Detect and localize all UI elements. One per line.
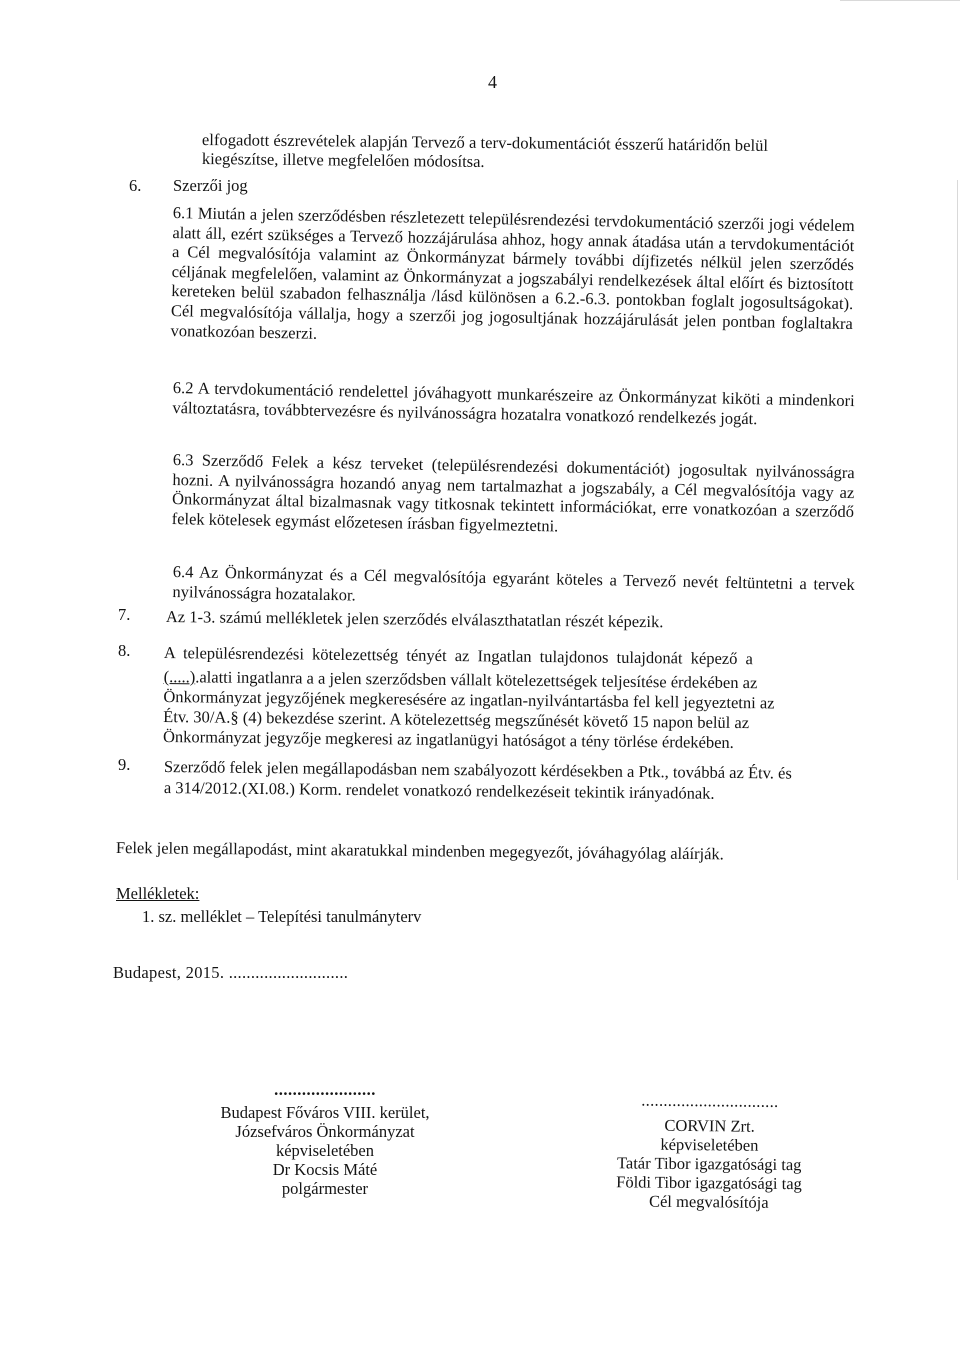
section-6-title: Szerzői jog: [173, 176, 248, 195]
section-8-line-3: Önkormányzat jegyzőjének megkeresésére az ingatlan-nyilvántartásba fel kell jegyeztetni az: [163, 686, 775, 713]
paragraph-6-3: 6.3 Szerződő Felek a kész terveket (településrendezési dokumentációt) jogosultak nyilvánosságra hozni. A nyilvánosságra hozandó anyag nem tartalmazhat a jogszabály, a Cél megvalósítója vagy az Önkormányzat által bizalmasnak vagy titkosnak tekintett információkat, erre vonatkozóan a szerződő felek kötelesek egymást előzetesen írásban figyelmeztetni.: [171, 450, 855, 536]
paragraph-6-1: 6.1 Miután a jelen szerződésben részletezett településrendezési tervdokumentáció szerzői jogi védelem alatt áll, ezért szükséges a Tervező hozzájárulása ahhoz, hogy annak átadása után a tervdokumentációt a Cél megvalósítója valamint az Önkormányzat bármely további díjfizetés nélkül jelen szerződés céljának megfelelően, valamint az Önkormányzat a jogszabályi rendelkezések által előírt és biztosított kereteken belül szabadon felhasználja /lásd különösen a 6.2.-6.3. pontokban foglalt jogosultságokat). Cél megvalósítója vállalja, hogy a szerzői jog jogosultjának hozzájárulását jelen pontban foglaltakra vonatkozóan beszerzi.: [170, 203, 855, 343]
attachments-heading: Mellékletek:: [116, 884, 200, 903]
scan-edge-top: [840, 0, 960, 1]
signature-left-line-3: képviseletében: [275, 1141, 375, 1160]
intro-line-2: kiegészítse, illetve megfelelően módosítsa.: [201, 149, 485, 171]
scan-edge-right: [957, 180, 958, 880]
section-7-number: 7.: [118, 605, 131, 624]
signature-block-right: [589, 1090, 830, 1212]
section-9-number: 9.: [118, 755, 131, 774]
signature-left-line-4: Dr Kocsis Máté: [272, 1160, 378, 1179]
section-8-line-1: A településrendezési kötelezettség tényét az Ingatlan tulajdonos tulajdonát képező a: [163, 643, 753, 669]
page-number: 4: [488, 72, 497, 92]
section-8-line-5: Önkormányzat jegyzője megkeresi az ingatlanügyi hatóságot a tény törlése érdekében.: [162, 726, 734, 752]
signature-right-line-4: Földi Tibor igazgatósági tag: [616, 1172, 802, 1194]
signature-left-line-2: Józsefváros Önkormányzat: [235, 1122, 415, 1141]
section-6-number: 6.: [129, 176, 142, 195]
signature-left-line-1: Budapest Főváros VIII. kerület,: [220, 1103, 430, 1122]
closing-statement: Felek jelen megállapodást, mint akaratukkal mindenben megegyezőt, jóváhagyólag aláírják.: [115, 838, 724, 864]
signature-block-left: [215, 1080, 435, 1198]
signature-dots-right: ...............................: [641, 1090, 779, 1111]
intro-line-1: elfogadott észrevételek alapján Tervező a terv-dokumentációt ésszerű határidőn belül: [201, 130, 769, 155]
paragraph-6-2: 6.2 A tervdokumentáció rendelettel jóváhagyott munkarészeire az Önkormányzat kiköti a mindenkori változtatásra, továbbtervezésre és nyilvánosságra hozatalra vonatkozó rendelkezés jogát.: [172, 378, 855, 428]
section-8-block: [162, 643, 854, 752]
section-8-number: 8.: [118, 641, 131, 660]
paragraph-6-4: 6.4 Az Önkormányzat és a Cél megvalósítója egyaránt köteles a Tervező nevét feltüntetni a tervek nyilvánosságra hozatalakor.: [172, 562, 855, 605]
section-9-line-2: a 314/2012.(XI.08.) Korm. rendelet vonatkozó rendelkezéseit tekintik irányadónak.: [163, 778, 715, 803]
section-9-line-1: Szerződő felek jelen megállapodásban nem szabályozott kérdésekben a Ptk., továbbá az Étv. és: [163, 757, 792, 783]
signature-left-line-5: polgármester: [281, 1179, 369, 1198]
property-blank: (.....): [163, 666, 196, 687]
attachment-item-1: 1. sz. melléklet – Telepítési tanulmányterv: [142, 907, 422, 926]
section-8-line-2-text: .alatti ingatlanra a a jelen szerződsben vállalt kötelezettségek teljesítése érdekében az: [195, 667, 758, 693]
section-7-text: Az 1-3. számú mellékletek jelen szerződés elválaszthatatlan részét képezik.: [165, 607, 664, 632]
place-date: Budapest, 2015. ...........................: [113, 963, 349, 982]
signature-right-line-2: képviseletében: [660, 1134, 759, 1155]
signature-dots-left: ......................: [274, 1080, 376, 1099]
signature-right-line-3: Tatár Tibor igazgatósági tag: [616, 1153, 802, 1175]
section-8-line-4: Étv. 30/A.§ (4) bekezdése szerint. A kötelezettség megszűnését követő 15 napon belül az: [163, 706, 750, 733]
signature-right-line-1: CORVIN Zrt.: [664, 1115, 755, 1136]
signature-right-line-5: Cél megvalósítója: [648, 1191, 769, 1212]
